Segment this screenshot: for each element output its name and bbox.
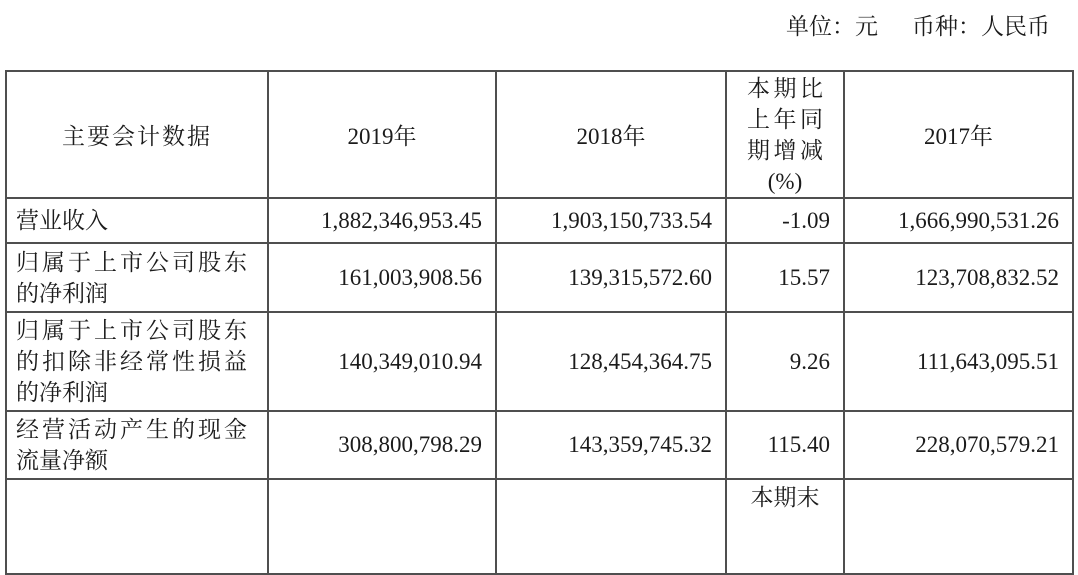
table-row-revenue (6, 198, 1073, 243)
table-row-net-profit-excl-nonrecurring (6, 312, 1073, 411)
value-2018: 139,315,572.60 (496, 243, 726, 312)
metric-label: 营业收入 (6, 198, 268, 243)
value-2018: 1,903,150,733.54 (496, 198, 726, 243)
value-change: 15.57 (726, 243, 844, 312)
value-change: 9.26 (726, 312, 844, 411)
currency-label: 币种：人民币 (912, 14, 1050, 39)
value-2018: 143,359,745.32 (496, 411, 726, 479)
value-2019: 140,349,010.94 (268, 312, 496, 411)
partial-2018-cell (496, 479, 726, 574)
metric-label: 经营活动产生的现金 流量净额 (6, 411, 268, 479)
value-change: -1.09 (726, 198, 844, 243)
header-metric-cell: 主要会计数据 (6, 71, 268, 198)
header-change-cell: 本期比 上年同 期增减 (%) (726, 71, 844, 198)
value-2017: 228,070,579.21 (844, 411, 1073, 479)
metric-label: 归属于上市公司股东 的净利润 (6, 243, 268, 312)
header-2018-cell: 2018年 (496, 71, 726, 198)
value-2018: 128,454,364.75 (496, 312, 726, 411)
value-2019: 308,800,798.29 (268, 411, 496, 479)
partial-metric-cell (6, 479, 268, 574)
value-change: 115.40 (726, 411, 844, 479)
table-row-net-profit (6, 243, 1073, 312)
metric-label: 归属于上市公司股东 的扣除非经常性损益 的净利润 (6, 312, 268, 411)
header-2017-cell: 2017年 (844, 71, 1073, 198)
value-2017: 1,666,990,531.26 (844, 198, 1073, 243)
table-partial-row (6, 479, 1073, 574)
header-2019-cell: 2019年 (268, 71, 496, 198)
value-2017: 123,708,832.52 (844, 243, 1073, 312)
value-2019: 1,882,346,953.45 (268, 198, 496, 243)
value-2019: 161,003,908.56 (268, 243, 496, 312)
table-header-row (6, 71, 1073, 198)
unit-currency-line (786, 8, 1050, 41)
partial-change-cell: 本期末 (726, 479, 844, 574)
value-2017: 111,643,095.51 (844, 312, 1073, 411)
table-row-operating-cash-flow (6, 411, 1073, 479)
unit-label: 单位：元 (786, 14, 878, 39)
partial-2019-cell (268, 479, 496, 574)
partial-2017-cell (844, 479, 1073, 574)
key-financials-table (5, 70, 1074, 575)
